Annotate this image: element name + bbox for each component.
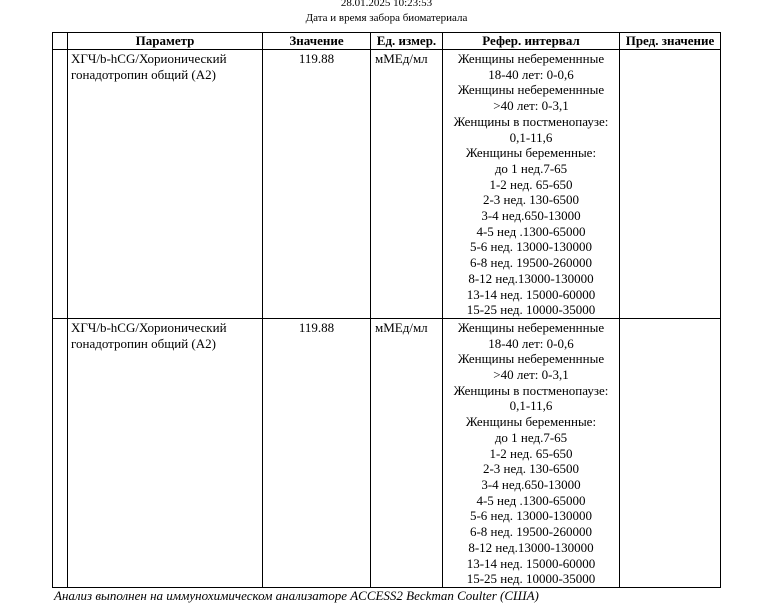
- reference-line: >40 лет: 0-3,1: [493, 367, 569, 383]
- column-header-reference: Рефер. интервал: [443, 33, 620, 50]
- reference-cell: [443, 318, 620, 587]
- column-header-unit: Ед. измер.: [371, 33, 443, 50]
- reference-line: 8-12 нед.13000-130000: [468, 270, 594, 286]
- reference-line: 13-14 нед. 15000-60000: [466, 286, 596, 302]
- column-header-parameter: Параметр: [68, 33, 263, 50]
- reference-line: Женщины небеременнные: [457, 82, 605, 98]
- reference-line: 4-5 нед .1300-65000: [476, 223, 586, 239]
- unit-cell: мМЕд/мл: [371, 50, 443, 319]
- reference-line: 15-25 нед. 10000-35000: [466, 571, 596, 587]
- reference-line: 13-14 нед. 15000-60000: [466, 555, 596, 571]
- reference-line: 3-4 нед.650-13000: [481, 208, 581, 224]
- value-cell: 119.88: [263, 50, 371, 319]
- table-header-row: [53, 33, 721, 50]
- reference-line: 5-6 нед. 13000-130000: [469, 508, 593, 524]
- reference-line: 1-2 нед. 65-650: [489, 445, 573, 461]
- unit-cell: мМЕд/мл: [371, 318, 443, 587]
- reference-line: 8-12 нед.13000-130000: [468, 539, 594, 555]
- row-stub-cell: [53, 50, 68, 319]
- reference-line: 15-25 нед. 10000-35000: [466, 302, 596, 318]
- column-header-value: Значение: [263, 33, 371, 50]
- reference-line: Женщины небеременнные: [457, 319, 605, 335]
- reference-line: до 1 нед.7-65: [494, 160, 568, 176]
- reference-line: 1-2 нед. 65-650: [489, 176, 573, 192]
- column-header-previous: Пред. значение: [620, 33, 721, 50]
- column-header-stub: [53, 33, 68, 50]
- reference-line: 2-3 нед. 130-6500: [482, 192, 580, 208]
- table-row: [53, 50, 721, 319]
- value-cell: 119.88: [263, 318, 371, 587]
- reference-line: 0,1-11,6: [509, 398, 553, 414]
- results-table: [52, 32, 721, 588]
- parameter-cell: ХГЧ/b-hCG/Хорионический гонадотропин общий (А2): [68, 50, 263, 319]
- reference-line: до 1 нед.7-65: [494, 429, 568, 445]
- reference-line: Женщины в постменопаузе:: [453, 382, 609, 398]
- collection-datetime-caption: Дата и время забора биоматериала: [305, 12, 468, 24]
- reference-line: 5-6 нед. 13000-130000: [469, 239, 593, 255]
- reference-line: 6-8 нед. 19500-260000: [469, 524, 593, 540]
- previous-value-cell: [620, 50, 721, 319]
- reference-line: 18-40 лет: 0-0,6: [488, 335, 574, 351]
- previous-value-cell: [620, 318, 721, 587]
- reference-line: Женщины небеременнные: [457, 351, 605, 367]
- reference-line: 3-4 нед.650-13000: [481, 476, 581, 492]
- reference-line: Женщины беременные:: [465, 145, 597, 161]
- reference-line: Женщины в постменопаузе:: [453, 113, 609, 129]
- reference-line: 4-5 нед .1300-65000: [476, 492, 586, 508]
- reference-line: >40 лет: 0-3,1: [493, 98, 569, 114]
- collection-datetime: 28.01.2025 10:23:53: [340, 0, 433, 9]
- reference-line: 2-3 нед. 130-6500: [482, 461, 580, 477]
- row-stub-cell: [53, 318, 68, 587]
- analyzer-note: Анализ выполнен на иммунохимическом анализаторе ACCESS2 Beckman Coulter (США): [54, 588, 539, 603]
- reference-line: 0,1-11,6: [509, 129, 553, 145]
- reference-line: Женщины небеременнные: [457, 51, 605, 66]
- table-row: [53, 318, 721, 587]
- reference-line: 6-8 нед. 19500-260000: [469, 255, 593, 271]
- reference-cell: [443, 50, 620, 319]
- reference-line: 18-40 лет: 0-0,6: [488, 66, 574, 82]
- reference-line: Женщины беременные:: [465, 414, 597, 430]
- parameter-cell: ХГЧ/b-hCG/Хорионический гонадотропин общий (А2): [68, 318, 263, 587]
